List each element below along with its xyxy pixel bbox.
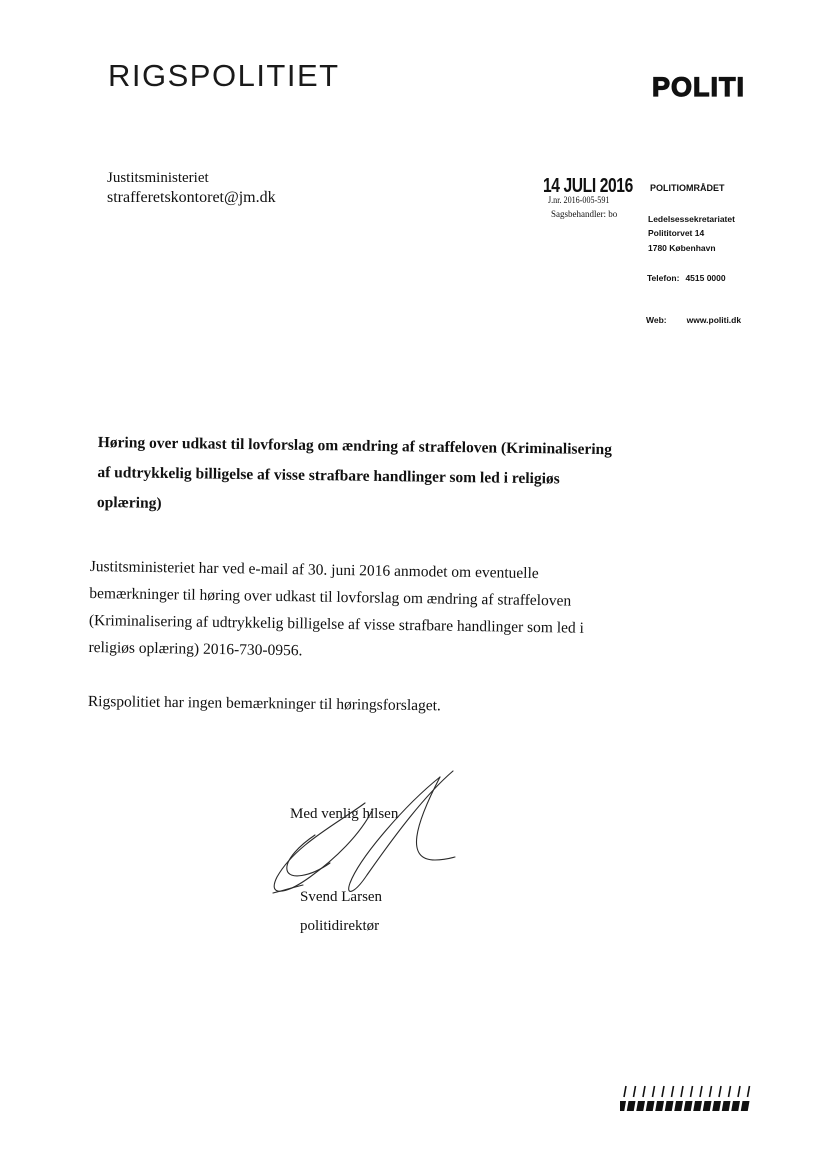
street-address: Polititorvet 14: [648, 228, 705, 238]
agency-name: RIGSPOLITIET: [108, 58, 340, 93]
recipient-block: [107, 168, 276, 208]
body-paragraph: Justitsministeriet har ved e-mail af 30. juni 2016 anmodet om eventuelle bemærkninger til høring over udkast til lovforslag om ændring af straffeloven (Kriminalisering af udtrykkelig billigelse af visse strafbare handlinger som led i religiøs oplæring) 2016-730-0956.: [88, 557, 585, 660]
letter-subject: Høring over udkast til lovforslag om ændring af straffeloven (Kriminalisering af udtrykkelig billigelse af visse strafbare handlinger som led i religiøs oplæring): [96, 433, 613, 512]
signer-title: politidirektør: [300, 918, 380, 934]
case-handler: Sagsbehandler: bo: [551, 209, 618, 219]
police-district-heading: POLITIOMRÅDET: [650, 183, 725, 193]
postal-city: 1780 København: [648, 243, 716, 253]
phone-label: Telefon:: [647, 273, 680, 283]
no-remarks-paragraph: Rigspolitiet har ingen bemærkninger til høringsforslaget.: [87, 693, 441, 715]
web-value: www.politi.dk: [686, 315, 742, 325]
barcode-mark: [620, 1084, 758, 1114]
recipient-name: Justitsministeriet: [107, 170, 209, 186]
date-stamp: 14 JULI 2016: [543, 175, 633, 197]
web-label: Web:: [646, 315, 667, 325]
phone-value: 4515 0000: [685, 273, 726, 283]
department-name: Ledelsessekretariatet: [648, 214, 735, 224]
recipient-email: strafferetskontoret@jm.dk: [107, 189, 276, 206]
handwritten-signature: [255, 765, 465, 905]
journal-number: J.nr. 2016-005-591: [548, 195, 610, 205]
politi-logo: POLITI: [652, 72, 745, 102]
web-line: [646, 315, 741, 325]
signer-name: Svend Larsen: [300, 889, 383, 905]
phone-line: [647, 273, 726, 283]
closing-salutation: Med venlig hilsen: [290, 806, 399, 822]
